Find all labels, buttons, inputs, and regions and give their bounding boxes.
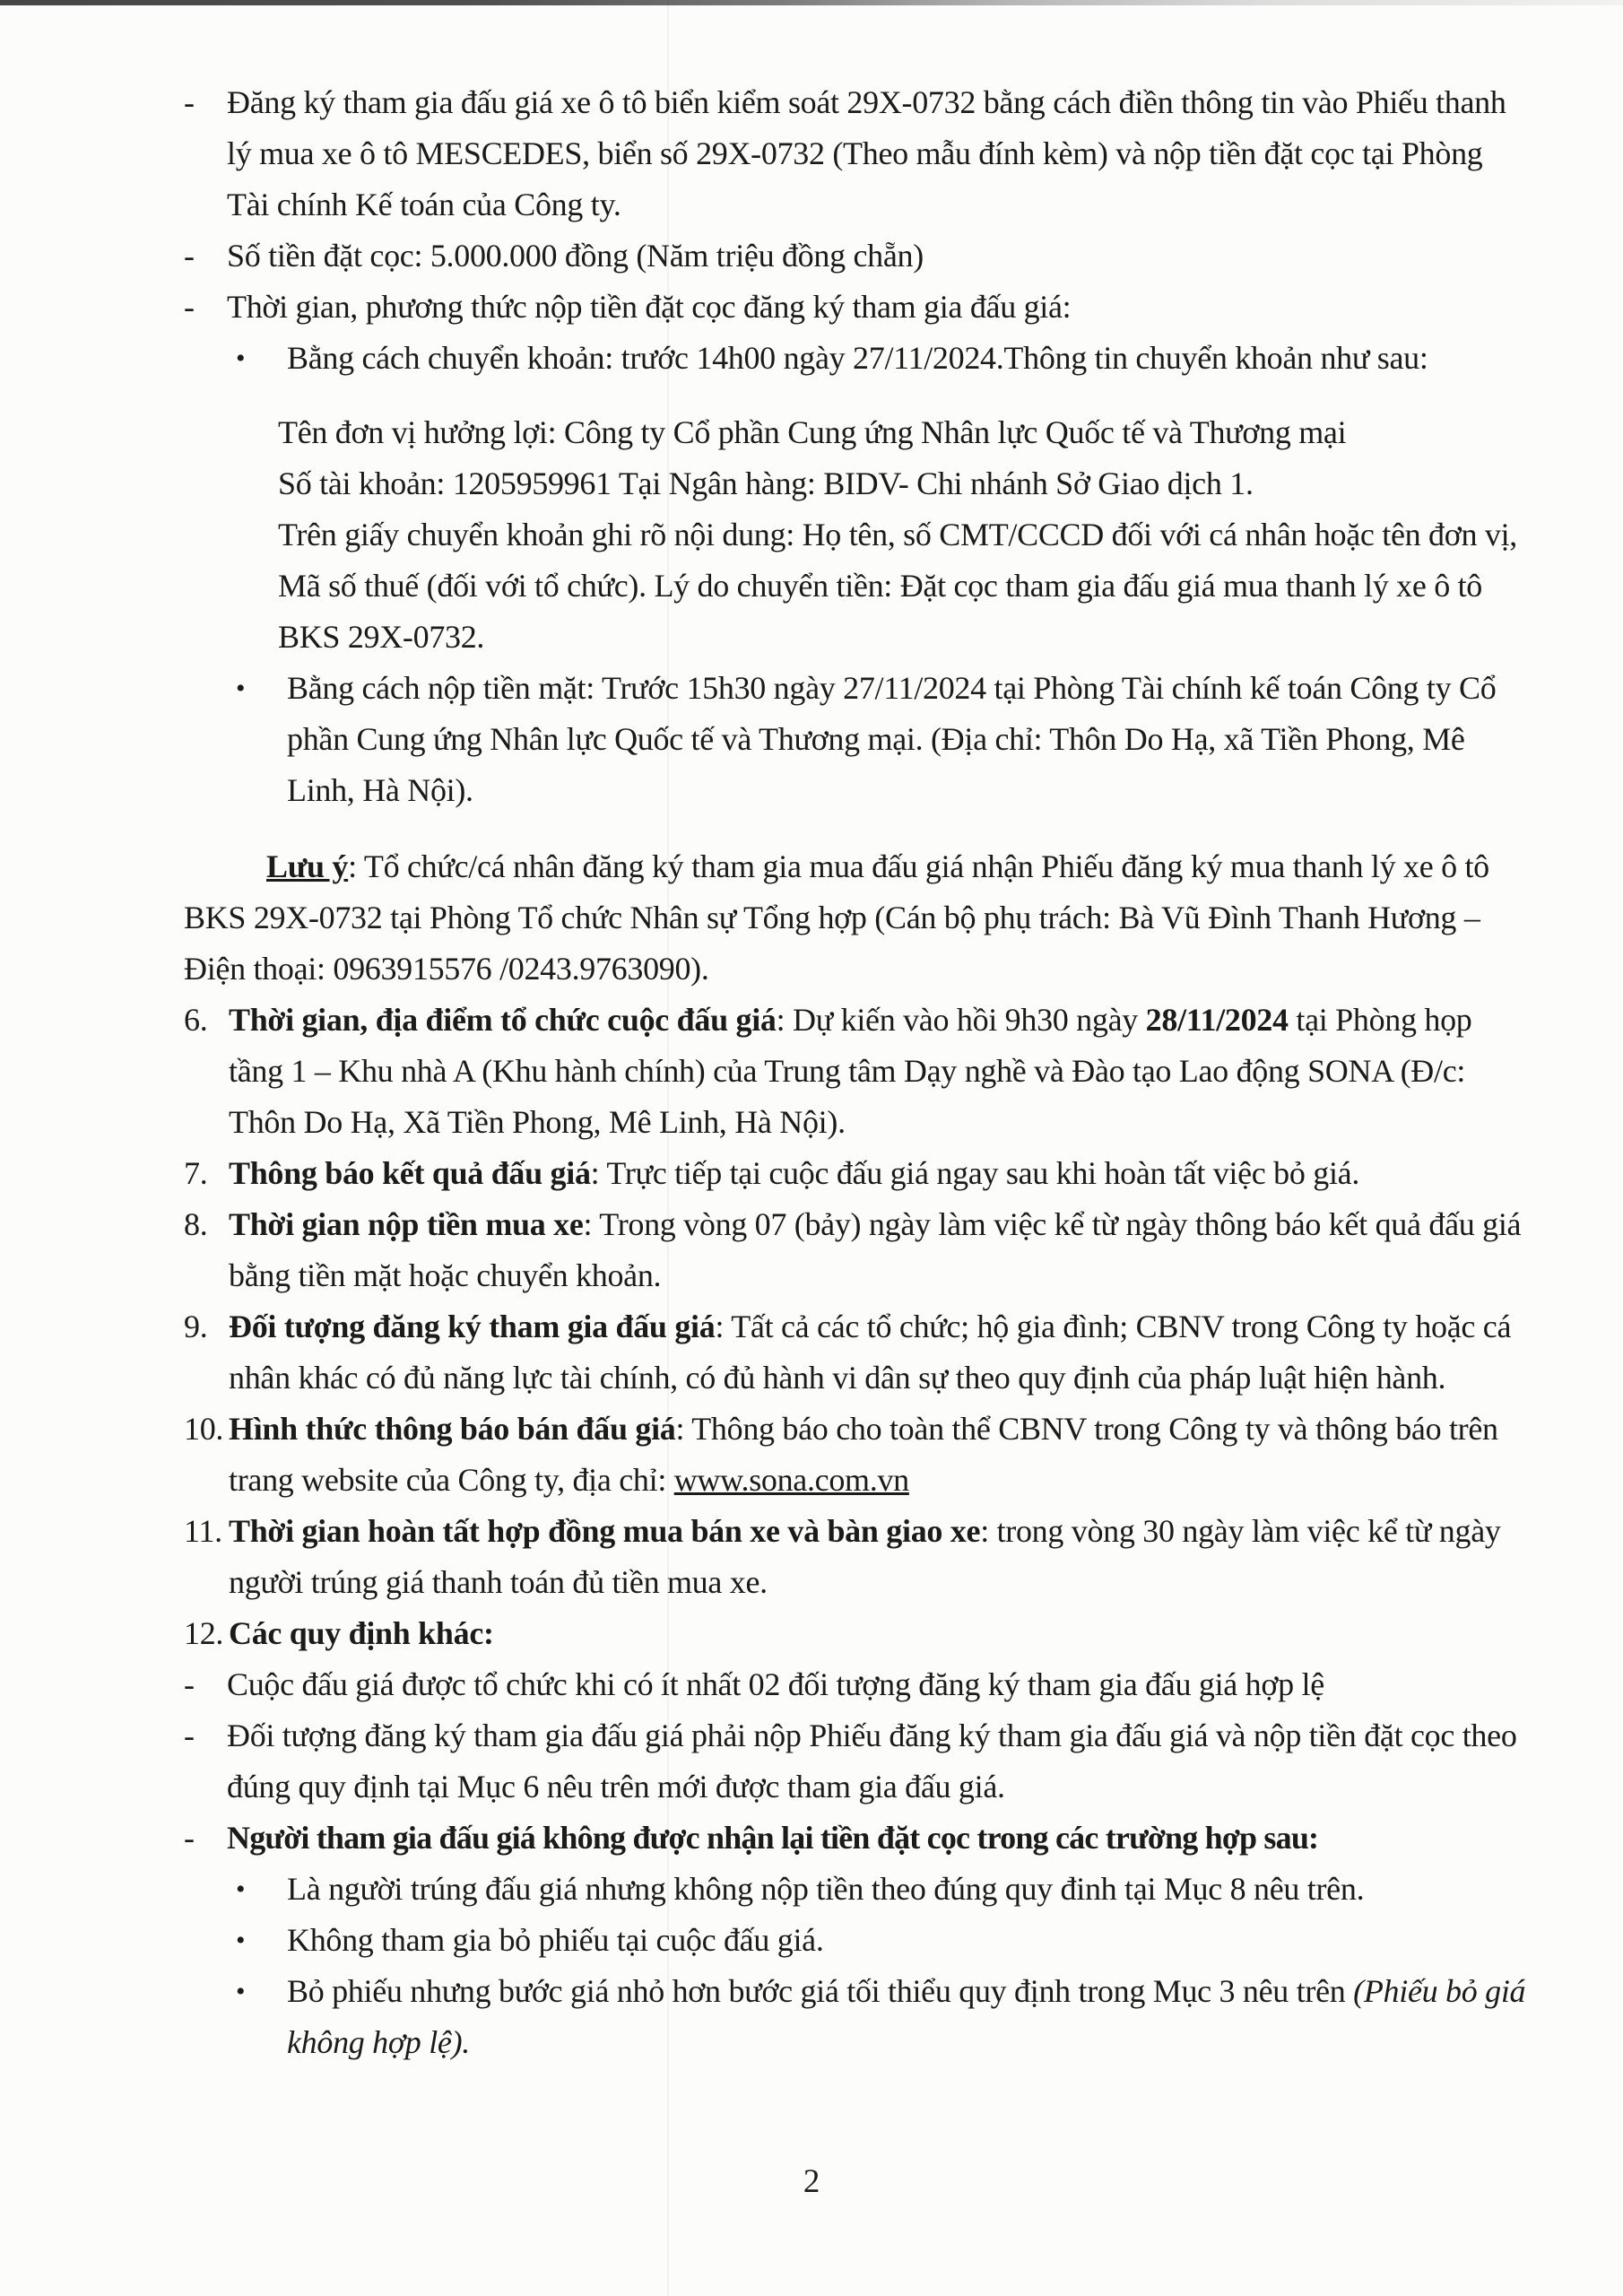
numbered-item-9 xyxy=(184,1301,1526,1404)
document-body xyxy=(184,77,1526,2068)
dash-marker: - xyxy=(184,289,195,325)
list-item-register-auction xyxy=(184,77,1526,230)
invalid-ballot-note: (Phiếu bỏ giá không hợp lệ). xyxy=(287,1973,1526,2060)
beneficiary-line: Tên đơn vị hưởng lợi: Công ty Cổ phần Cung ứng Nhân lực Quốc tế và Thương mại xyxy=(278,414,1347,450)
item-body-text: : Trong vòng 07 (bảy) ngày làm việc kể từ ngày thông báo kết quả đấu giá bằng tiền mặt hoặc chuyển khoản. xyxy=(229,1206,1522,1293)
item-body-text: : Tất cả các tổ chức; hộ gia đình; CBNV trong Công ty hoặc cá nhân khác có đủ năng lực tài chính, có đủ hành vi dân sự theo quy định của pháp luật hiện hành. xyxy=(229,1309,1512,1396)
item-text xyxy=(229,1199,1526,1301)
item-title: Hình thức thông báo bán đấu giá xyxy=(229,1411,676,1447)
dash-marker: - xyxy=(184,1666,195,1702)
dash-marker: - xyxy=(184,84,195,120)
item-text xyxy=(229,1404,1526,1506)
list-item-text: Không tham gia bỏ phiếu tại cuộc đấu giá. xyxy=(287,1922,824,1958)
item-number: 12. xyxy=(184,1615,224,1651)
item-number: 10. xyxy=(184,1411,224,1447)
bank-info-block xyxy=(278,407,1526,663)
item-title: Thông báo kết quả đấu giá xyxy=(229,1155,591,1191)
list-item-deposit-forfeit-header xyxy=(184,1813,1526,1864)
numbered-item-10 xyxy=(184,1404,1526,1506)
item-text xyxy=(229,1506,1526,1608)
list-item-text: Bằng cách nộp tiền mặt: Trước 15h30 ngày 27/11/2024 tại Phòng Tài chính kế toán Công ty Cổ phần Cung ứng Nhân lực Quốc tế và Thương mại. (Địa chỉ: Thôn Do Hạ, xã Tiền Phong, Mê Linh, Hà Nội). xyxy=(287,670,1497,808)
item-body-text: : Thông báo cho toàn thể CBNV trong Công ty và thông báo trên trang website của Công ty, địa chỉ: xyxy=(229,1411,1498,1498)
numbered-item-12 xyxy=(184,1608,1526,1659)
account-number-line: Số tài khoản: 1205959961 Tại Ngân hàng: BIDV- Chi nhánh Sở Giao dịch 1. xyxy=(278,465,1254,501)
list-item-forfeit-no-payment xyxy=(236,1864,1526,1915)
item-number: 7. xyxy=(184,1155,208,1191)
list-item-text: Thời gian, phương thức nộp tiền đặt cọc đăng ký tham gia đấu giá: xyxy=(227,289,1072,325)
item-text xyxy=(229,1301,1526,1404)
bullet-marker: • xyxy=(236,1874,246,1904)
item-number: 9. xyxy=(184,1309,208,1344)
item-title: Thời gian hoàn tất hợp đồng mua bán xe và bàn giao xe xyxy=(229,1513,981,1549)
list-item-text: Đăng ký tham gia đấu giá xe ô tô biển kiểm soát 29X-0732 bằng cách điền thông tin vào Phiếu thanh lý mua xe ô tô MESCEDES, biển số 29X-0732 (Theo mẫu đính kèm) và nộp tiền đặt cọc tại Phòng Tài chính Kế toán của Công ty. xyxy=(227,84,1506,222)
item-body-text: : Dự kiến vào hồi 9h30 ngày xyxy=(776,1002,1146,1038)
item-title: Các quy định khác: xyxy=(229,1615,494,1651)
scan-artifact-top-edge xyxy=(0,0,1623,5)
numbered-item-6 xyxy=(184,995,1526,1148)
numbered-item-8 xyxy=(184,1199,1526,1301)
item-text xyxy=(229,1608,1526,1659)
item-body-text: : trong vòng 30 ngày làm việc kể từ ngày người trúng giá thanh toán đủ tiền mua xe. xyxy=(229,1513,1501,1600)
bullet-marker: • xyxy=(236,674,246,703)
bullet-marker: • xyxy=(236,1977,246,2006)
list-item-text: Bằng cách chuyển khoản: trước 14h00 ngày 27/11/2024.Thông tin chuyển khoản như sau: xyxy=(287,340,1428,376)
auction-date: 28/11/2024 xyxy=(1145,1002,1289,1038)
list-item-registration-requirement xyxy=(184,1710,1526,1813)
list-item-text: Là người trúng đấu giá nhưng không nộp tiền theo đúng quy đinh tại Mục 8 nêu trên. xyxy=(287,1871,1365,1907)
list-item-min-participants xyxy=(184,1659,1526,1710)
list-item-forfeit-no-bid xyxy=(236,1915,1526,1966)
list-item-forfeit-invalid-bid xyxy=(236,1966,1526,2068)
bullet-marker: • xyxy=(236,344,246,373)
item-title: Đối tượng đăng ký tham gia đấu giá xyxy=(229,1309,716,1344)
note-paragraph xyxy=(184,841,1526,995)
list-item-deposit-time-method xyxy=(184,282,1526,333)
numbered-item-11 xyxy=(184,1506,1526,1608)
bullet-marker: • xyxy=(236,1926,246,1955)
item-body-text: tại Phòng họp tầng 1 – Khu nhà A (Khu hành chính) của Trung tâm Dạy nghề và Đào tạo Lao động SONA (Đ/c: Thôn Do Hạ, Xã Tiền Phong, Mê Linh, Hà Nội). xyxy=(229,1002,1472,1140)
list-item-text: Số tiền đặt cọc: 5.000.000 đồng (Năm triệu đồng chẵn) xyxy=(227,238,924,274)
item-number: 8. xyxy=(184,1206,208,1242)
list-item-text: Đối tượng đăng ký tham gia đấu giá phải nộp Phiếu đăng ký tham gia đấu giá và nộp tiền đặt cọc theo đúng quy định tại Mục 6 nêu trên mới được tham gia đấu giá. xyxy=(227,1718,1517,1805)
item-text xyxy=(229,995,1526,1148)
page-number: 2 xyxy=(803,2163,820,2200)
list-item-cash-payment xyxy=(236,663,1526,816)
note-text: : Tổ chức/cá nhân đăng ký tham gia mua đấu giá nhận Phiếu đăng ký mua thanh lý xe ô tô BKS 29X-0732 tại Phòng Tổ chức Nhân sự Tổng hợp (Cán bộ phụ trách: Bà Vũ Đình Thanh Hương – Điện thoại: 0963915576 /0243.9763090). xyxy=(184,848,1489,987)
item-body-text: : Trực tiếp tại cuộc đấu giá ngay sau khi hoàn tất việc bỏ giá. xyxy=(590,1155,1360,1191)
list-item-text xyxy=(287,1966,1526,2068)
list-item-deposit-amount xyxy=(184,230,1526,282)
item-number: 6. xyxy=(184,1002,208,1038)
item-title: Thời gian, địa điểm tổ chức cuộc đấu giá xyxy=(229,1002,777,1038)
dash-marker: - xyxy=(184,238,195,274)
note-label: Lưu ý xyxy=(266,848,349,884)
item-number: 11. xyxy=(184,1513,222,1549)
item-title: Thời gian nộp tiền mua xe xyxy=(229,1206,584,1242)
list-item-text: Người tham gia đấu giá không được nhận lại tiền đặt cọc trong các trường hợp sau: xyxy=(227,1820,1319,1856)
list-item-text: Cuộc đấu giá được tổ chức khi có ít nhất 02 đối tượng đăng ký tham gia đấu giá hợp lệ xyxy=(227,1666,1324,1702)
item-text xyxy=(229,1148,1526,1199)
item-body-text: Bỏ phiếu nhưng bước giá nhỏ hơn bước giá tối thiểu quy định trong Mục 3 nêu trên xyxy=(287,1973,1354,2009)
dash-marker: - xyxy=(184,1820,195,1856)
numbered-item-7 xyxy=(184,1148,1526,1199)
list-item-bank-transfer xyxy=(236,333,1526,384)
website-url: www.sona.com.vn xyxy=(673,1462,909,1498)
dash-marker: - xyxy=(184,1718,195,1753)
transfer-note-line: Trên giấy chuyển khoản ghi rõ nội dung: Họ tên, số CMT/CCCD đối với cá nhân hoặc tên đơn vị, Mã số thuế (đối với tổ chức). Lý do chuyển tiền: Đặt cọc tham gia đấu giá mua thanh lý xe ô tô BKS 29X-0732. xyxy=(278,517,1517,655)
